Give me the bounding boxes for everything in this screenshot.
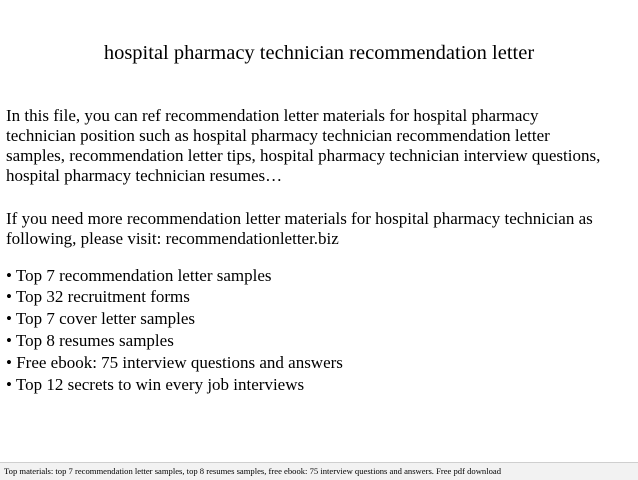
bullet-item: • Top 7 recommendation letter samples	[6, 266, 272, 285]
footer-text: Top materials: top 7 recommendation letter samples, top 8 resumes samples, free ebook: 75 interview questions and answers. Free pdf download	[4, 466, 501, 476]
bullet-item: • Top 8 resumes samples	[6, 331, 174, 350]
more-info-paragraph	[6, 209, 634, 249]
bullet-list	[6, 266, 634, 396]
intro-line: technician position such as hospital pharmacy technician recommendation letter	[6, 126, 550, 145]
bullet-item: • Top 32 recruitment forms	[6, 287, 190, 306]
bullet-item: • Top 12 secrets to win every job interviews	[6, 375, 305, 394]
bullet-item: • Free ebook: 75 interview questions and answers	[6, 353, 343, 372]
more-info-line: If you need more recommendation letter materials for hospital pharmacy technician as	[6, 209, 593, 228]
intro-line: hospital pharmacy technician resumes…	[6, 166, 283, 185]
page-title: hospital pharmacy technician recommendation letter	[103, 42, 535, 64]
footer-bar	[0, 462, 638, 480]
intro-line: In this file, you can ref recommendation letter materials for hospital pharmacy	[6, 106, 539, 125]
bullet-item: • Top 7 cover letter samples	[6, 309, 196, 328]
intro-paragraph	[6, 106, 634, 186]
more-info-line: following, please visit: recommendationletter.biz	[6, 229, 339, 248]
intro-line: samples, recommendation letter tips, hospital pharmacy technician interview questions,	[6, 146, 601, 165]
